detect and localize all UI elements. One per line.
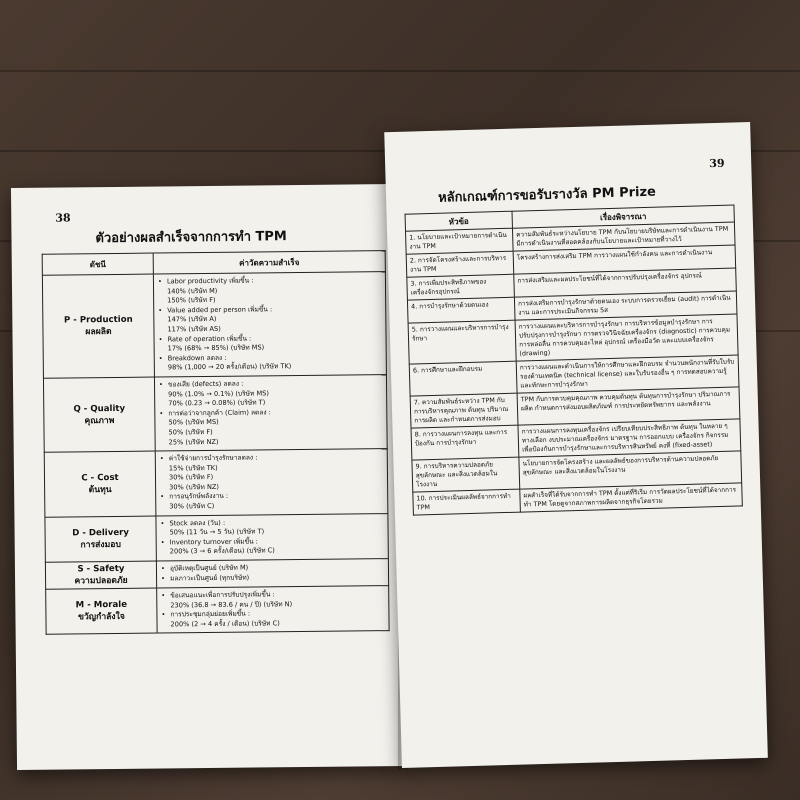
topic-cell: 7. ความสัมพันธ์ระหว่าง TPM กับการบริหารคุณภาพ ต้นทุน ปริมาณการผลิต และกำหนดการส่งมอบ	[410, 393, 518, 428]
right-page	[384, 122, 768, 768]
topic-cell: 5. การวางแผนและบริหารการบำรุงรักษา	[408, 320, 516, 364]
topic-cell: 8. การวางแผนการลงทุน และการป้องกัน การบำรุงรักษา	[411, 425, 519, 460]
detail-line: 30% (บริษัท F)	[168, 473, 214, 482]
bullet-item: • การต่อว่าจากลูกค้า (Claim) ลดลง :	[159, 407, 382, 419]
bullet-item: • Inventory turnover เพิ่มขึ้น :	[161, 536, 384, 548]
detail-line: 90% (1.0% → 0.1%) (บริษัท MS)	[168, 388, 269, 398]
index-cell	[45, 561, 156, 589]
index-label: S - Safety	[77, 563, 125, 575]
topic-cell: 6. การศึกษาและฝึกอบรม	[409, 361, 517, 396]
detail-cell: นโยบายการจัดโครงสร้าง และผลลัพธ์ของการบริหารด้านความปลอดภัย สุขลักษณะ และสิ่งแวดล้อมในโรงงาน	[519, 451, 742, 489]
results-table	[42, 250, 390, 635]
index-label: ความปลอดภัย	[74, 575, 128, 587]
page-title: หลักเกณฑ์การขอรับรางวัล PM Prize	[437, 184, 657, 206]
detail-cell: โครงสร้างการส่งเสริม TPM การวางแผนใช้กำลังคน และการดำเนินงาน	[513, 245, 736, 274]
detail-line: 17% (68% → 85%) (บริษัท MS)	[167, 343, 265, 353]
topic-cell: 9. การบริหารความปลอดภัย สุขลักษณะ และสิ่งแวดล้อมในโรงงาน	[412, 457, 520, 492]
detail-line: 200% (3 → 6 ครั้ง/เดือน) (บริษัท C)	[169, 546, 275, 556]
topic-cell: 3. การเพิ่มประสิทธิภาพของเครื่องจักรอุปกรณ์	[407, 274, 515, 300]
detail-line: 98% (1,000 → 20 ครั้ง/เดือน) (บริษัท TK)	[167, 362, 292, 372]
detail-cell: ผลสำเร็จที่ได้รับจากการทำ TPM ตั้งแต่ที่ริเริ่ม การวัดผลประโยชน์ที่ได้จากการทำ TPM โดยดูจากสภาพการผลิตจากธุรกิจโดยรวม	[520, 483, 743, 512]
column-header: ค่าวัดความสำเร็จ	[153, 251, 385, 274]
detail-cell: ความสัมพันธ์ระหว่างนโยบาย TPM กับนโยบายบริษัทและการดำเนินงาน TPM มีการดำเนินงานที่สอดคล้องกับนโยบายและเป้าหมายที่วางไว้	[512, 222, 735, 251]
bullet-item: • การอนุรักษ์พลังงาน :	[160, 491, 383, 503]
column-header: เรื่องพิจารณา	[512, 205, 734, 228]
bullet-item: • มลภาวะเป็นศูนย์ (ทุกบริษัท)	[161, 572, 384, 584]
index-label: D - Delivery	[72, 527, 130, 539]
table-row	[45, 513, 388, 562]
detail-line: 15% (บริษัท TK)	[168, 463, 218, 473]
table-row	[44, 449, 388, 517]
bullet-item: • Breakdown ลดลง :	[159, 352, 382, 364]
page-title: ตัวอย่างผลสำเร็จจากการทำ TPM	[95, 229, 287, 247]
detail-line: 50% (11 วัน → 5 วัน) (บริษัท T)	[169, 527, 265, 537]
criteria-table	[405, 204, 743, 515]
detail-line: 117% (บริษัท AS)	[167, 324, 221, 334]
index-label: M - Morale	[75, 600, 128, 611]
detail-line: 230% (36.8 → 83.6 / คน / ปี) (บริษัท N)	[170, 599, 293, 610]
detail-cell	[156, 559, 388, 588]
index-cell	[44, 451, 156, 517]
topic-cell: 1. นโยบายและเป้าหมายการดำเนินงาน TPM	[406, 228, 514, 254]
index-cell	[45, 516, 156, 563]
column-header: ดัชนี	[42, 253, 153, 275]
bullet-item: • Labor productivity เพิ่มขึ้น :	[158, 275, 381, 287]
detail-line: 147% (บริษัท A)	[167, 315, 217, 324]
topic-cell: 2. การจัดโครงสร้างและการบริหารงาน TPM	[406, 251, 514, 277]
detail-line: 200% (2 → 4 ครั้ง / เดือน) (บริษัท C)	[170, 619, 280, 629]
index-label: ต้นทุน	[88, 484, 112, 496]
index-label: Q - Quality	[73, 403, 126, 414]
index-label: P - Production	[63, 314, 133, 326]
detail-cell	[154, 375, 387, 452]
detail-cell	[155, 449, 388, 516]
left-page	[11, 184, 405, 770]
topic-cell: 10. การประเมินผลลัพธ์จากการทำ TPM	[413, 489, 521, 515]
detail-line: 150% (บริษัท F)	[167, 296, 216, 305]
detail-line: 25% (บริษัท NZ)	[168, 437, 219, 446]
detail-cell: การวางแผนและดำเนินการให้การศึกษาและฝึกอบรม จำนวนพนักงานที่รับใบรับรองด้านเทคนิค (technical license) และใบรับรองอื่น ๆ การทดสอบความรู้และทักษะการบำรุงรักษา	[516, 355, 739, 393]
detail-cell: TPM กับการควบคุมคุณภาพ ควบคุมต้นทุน ต้นทุนการบำรุงรักษา ปริมาณการผลิต กำหนดการส่งมอบผลิตภัณฑ์ การประหยัดทรัพยากร และพลังงาน	[517, 387, 740, 425]
bullet-item: • Value added per person เพิ่มขึ้น :	[158, 304, 381, 316]
detail-line: 50% (บริษัท MS)	[168, 418, 219, 427]
detail-cell: การส่งเสริมการบำรุงรักษาด้วยตนเอง ระบบการตรวจเยี่ยม (audit) การดำเนินงาน และการประเมินกิจกรรม 5ส	[514, 291, 737, 320]
detail-cell	[156, 513, 388, 561]
table-row	[43, 375, 387, 453]
page-number: 39	[709, 156, 725, 171]
detail-line: 30% (บริษัท C)	[169, 501, 215, 511]
topic-cell: 4. การบำรุงรักษาด้วยตนเอง	[407, 297, 515, 323]
detail-line: 30% (บริษัท NZ)	[169, 482, 220, 492]
bullet-item: • Stock ลดลง (วัน) :	[160, 517, 383, 529]
page-number: 38	[55, 211, 71, 225]
bullet-item: • ของเสีย (defects) ลดลง :	[159, 378, 382, 390]
detail-line: 50% (บริษัท F)	[168, 427, 213, 437]
index-label: ผลผลิต	[85, 326, 112, 338]
detail-cell: การส่งเสริมและผลประโยชน์ที่ได้จากการปรับปรุงเครื่องจักร อุปกรณ์	[514, 268, 737, 297]
index-cell	[43, 377, 155, 452]
detail-line: 140% (บริษัท M)	[167, 286, 218, 296]
detail-line: 70% (0.23 → 0.08%) (บริษัท T)	[168, 398, 266, 408]
detail-cell	[157, 586, 389, 634]
column-header: หัวข้อ	[405, 211, 512, 231]
index-cell	[46, 588, 157, 635]
table-row	[46, 586, 389, 635]
detail-cell: การวางแผนและบริหารการบำรุงรักษา การบริหารข้อมูลบำรุงรักษา การปรับปรุงการบำรุงรักษา การตรวจวินิจฉัยเครื่องจักร (diagnostic) การควบคุมการหล่อลื่น การควบคุมอะไหล่ อุปกรณ์ เครื่องมือวัด และแบบเครื่องจักร (drawing)	[515, 314, 738, 361]
detail-cell: การวางแผนการลงทุนเครื่องจักร เปรียบเทียบประสิทธิภาพ ต้นทุน ในหลาย ๆ ทางเลือก งบประมาณเครื่องจักร มาตรฐาน การออกแบบ เครื่องจักร กิจกรรมเพื่อป้องกันการบำรุงรักษาและการบริหารสินทรัพย์ คงที่ (fixed-asset)	[518, 419, 741, 457]
index-label: ขวัญกำลังใจ	[78, 612, 125, 623]
bullet-item: • Rate of operation เพิ่มขึ้น :	[159, 333, 382, 345]
index-cell	[42, 274, 154, 378]
table-row	[42, 272, 386, 379]
index-label: การส่งมอบ	[80, 539, 121, 551]
bullet-item: • ข้อเสนอแนะเพื่อการปรับปรุงเพิ่มขึ้น :	[161, 589, 384, 601]
index-label: C - Cost	[81, 472, 119, 484]
detail-cell	[153, 272, 386, 377]
index-label: คุณภาพ	[84, 415, 115, 426]
bullet-item: • ค่าใช้จ่ายการบำรุงรักษาลดลง :	[160, 452, 383, 464]
bullet-item: • การประชุมกลุ่มย่อยเพิ่มขึ้น :	[161, 608, 384, 620]
table-row	[45, 559, 388, 590]
bullet-item: • อุบัติเหตุเป็นศูนย์ (บริษัท M)	[161, 562, 384, 574]
